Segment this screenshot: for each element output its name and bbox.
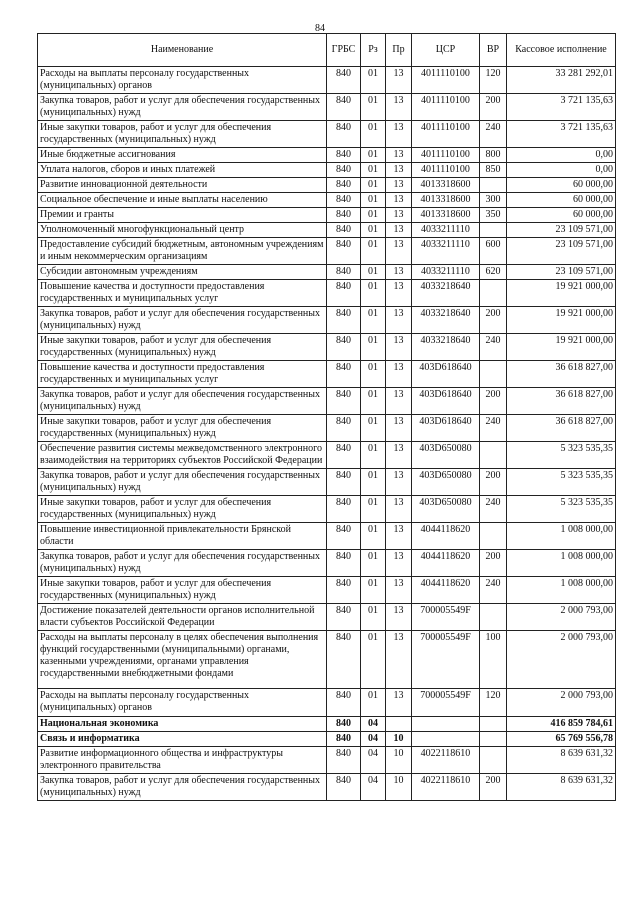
row-name: Расходы на выплаты персоналу государственных (муниципальных) органов [38,67,327,94]
header-rz: Рз [361,34,386,67]
row-pr: 13 [386,163,412,178]
row-vr [480,442,507,469]
row-vr: 600 [480,238,507,265]
row-grbs: 840 [327,121,361,148]
row-rz: 04 [361,717,386,732]
row-amount: 416 859 784,61 [507,717,616,732]
row-vr: 240 [480,415,507,442]
row-vr: 200 [480,469,507,496]
table-row [38,747,616,774]
row-rz: 01 [361,148,386,163]
row-rz: 01 [361,604,386,631]
row-vr: 200 [480,774,507,801]
table-row [38,442,616,469]
row-vr [480,178,507,193]
row-pr: 10 [386,747,412,774]
row-pr: 13 [386,631,412,689]
row-csr: 4033211110 [412,238,480,265]
row-amount: 23 109 571,00 [507,265,616,280]
table-row [38,415,616,442]
row-csr: 4011110100 [412,163,480,178]
row-rz: 01 [361,193,386,208]
row-rz: 01 [361,94,386,121]
row-csr: 4033218640 [412,280,480,307]
row-vr: 300 [480,193,507,208]
row-rz: 01 [361,121,386,148]
row-rz: 04 [361,732,386,747]
row-name: Повышение качества и доступности предоставления государственных и муниципальных услуг [38,361,327,388]
table-row [38,223,616,238]
row-grbs: 840 [327,178,361,193]
row-grbs: 840 [327,577,361,604]
row-amount: 36 618 827,00 [507,361,616,388]
row-name: Иные закупки товаров, работ и услуг для обеспечения государственных (муниципальных) нужд [38,121,327,148]
row-grbs: 840 [327,550,361,577]
row-vr: 120 [480,67,507,94]
row-amount: 5 323 535,35 [507,469,616,496]
row-amount: 23 109 571,00 [507,238,616,265]
row-rz: 01 [361,550,386,577]
table-row [38,604,616,631]
row-rz: 01 [361,307,386,334]
row-name: Субсидии автономным учреждениям [38,265,327,280]
row-csr: 4033218640 [412,334,480,361]
row-rz: 01 [361,469,386,496]
row-csr: 4011110100 [412,94,480,121]
header-name: Наименование [38,34,327,67]
row-vr [480,717,507,732]
row-amount: 1 008 000,00 [507,550,616,577]
row-name: Иные бюджетные ассигнования [38,148,327,163]
row-grbs: 840 [327,469,361,496]
row-rz: 01 [361,361,386,388]
row-name: Развитие информационного общества и инфраструктуры электронного правительства [38,747,327,774]
row-rz: 01 [361,388,386,415]
row-name: Закупка товаров, работ и услуг для обеспечения государственных (муниципальных) нужд [38,469,327,496]
row-grbs: 840 [327,193,361,208]
row-amount: 1 008 000,00 [507,523,616,550]
row-vr: 200 [480,307,507,334]
row-name: Расходы на выплаты персоналу в целях обеспечения выполнения функций государственными (муниципальными) органами, казенными учреждениями, органами управления государственными внебюджетными фондами [38,631,327,689]
row-amount: 60 000,00 [507,193,616,208]
row-vr [480,280,507,307]
table-header-row [38,34,616,67]
row-amount: 65 769 556,78 [507,732,616,747]
table-row [38,67,616,94]
row-amount: 3 721 135,63 [507,94,616,121]
row-name: Национальная экономика [38,717,327,732]
row-rz: 01 [361,280,386,307]
row-vr [480,732,507,747]
row-name: Обеспечение развития системы межведомственного электронного взаимодействия на территориях субъектов Российской Федерации [38,442,327,469]
row-amount: 8 639 631,32 [507,774,616,801]
row-name: Иные закупки товаров, работ и услуг для обеспечения государственных (муниципальных) нужд [38,415,327,442]
row-pr: 13 [386,223,412,238]
row-amount: 0,00 [507,148,616,163]
row-amount: 36 618 827,00 [507,388,616,415]
table-row [38,631,616,689]
row-pr: 13 [386,238,412,265]
row-amount: 60 000,00 [507,208,616,223]
row-vr: 100 [480,631,507,689]
row-csr: 4022118610 [412,747,480,774]
row-amount: 23 109 571,00 [507,223,616,238]
row-rz: 01 [361,577,386,604]
row-grbs: 840 [327,148,361,163]
row-amount: 36 618 827,00 [507,415,616,442]
row-csr: 4033211110 [412,223,480,238]
table-row [38,178,616,193]
row-rz: 01 [361,523,386,550]
row-vr [480,604,507,631]
row-vr: 200 [480,388,507,415]
row-grbs: 840 [327,689,361,717]
row-csr: 700005549F [412,631,480,689]
row-csr: 4011110100 [412,67,480,94]
row-amount: 8 639 631,32 [507,747,616,774]
row-csr: 4013318600 [412,178,480,193]
row-rz: 01 [361,631,386,689]
row-pr: 13 [386,496,412,523]
row-rz: 04 [361,774,386,801]
table-row [38,523,616,550]
table-row [38,361,616,388]
row-rz: 01 [361,442,386,469]
table-row [38,208,616,223]
row-grbs: 840 [327,717,361,732]
row-csr: 403D650080 [412,469,480,496]
row-amount: 19 921 000,00 [507,307,616,334]
row-pr: 13 [386,121,412,148]
row-pr: 10 [386,732,412,747]
table-row [38,193,616,208]
row-vr: 200 [480,550,507,577]
table-row [38,732,616,747]
row-grbs: 840 [327,732,361,747]
table-row [38,550,616,577]
row-rz: 01 [361,496,386,523]
row-pr: 13 [386,178,412,193]
row-rz: 01 [361,689,386,717]
row-pr: 13 [386,148,412,163]
row-amount: 1 008 000,00 [507,577,616,604]
row-csr: 4022118610 [412,774,480,801]
table-row [38,577,616,604]
row-amount: 2 000 793,00 [507,631,616,689]
row-grbs: 840 [327,496,361,523]
row-amount: 2 000 793,00 [507,604,616,631]
row-grbs: 840 [327,523,361,550]
row-name: Уполномоченный многофункциональный центр [38,223,327,238]
row-csr: 700005549F [412,604,480,631]
row-vr [480,523,507,550]
row-csr: 4033218640 [412,307,480,334]
row-grbs: 840 [327,238,361,265]
row-name: Предоставление субсидий бюджетным, автономным учреждениям и иным некоммерческим организациям [38,238,327,265]
row-rz: 01 [361,67,386,94]
row-vr: 850 [480,163,507,178]
row-rz: 01 [361,223,386,238]
row-pr: 13 [386,442,412,469]
header-pr: Пр [386,34,412,67]
row-rz: 04 [361,747,386,774]
row-pr: 13 [386,689,412,717]
row-pr: 13 [386,388,412,415]
row-csr: 4013318600 [412,193,480,208]
table-row [38,774,616,801]
row-name: Закупка товаров, работ и услуг для обеспечения государственных (муниципальных) нужд [38,388,327,415]
row-csr: 403D650080 [412,442,480,469]
row-rz: 01 [361,178,386,193]
row-name: Закупка товаров, работ и услуг для обеспечения государственных (муниципальных) нужд [38,550,327,577]
table-row [38,496,616,523]
row-pr: 13 [386,94,412,121]
budget-execution-table [37,33,616,801]
row-pr: 13 [386,604,412,631]
row-pr: 13 [386,265,412,280]
row-csr: 403D618640 [412,415,480,442]
row-name: Закупка товаров, работ и услуг для обеспечения государственных (муниципальных) нужд [38,94,327,121]
row-vr: 800 [480,148,507,163]
row-grbs: 840 [327,774,361,801]
row-grbs: 840 [327,361,361,388]
row-pr: 13 [386,193,412,208]
table-row [38,689,616,717]
row-grbs: 840 [327,208,361,223]
row-grbs: 840 [327,415,361,442]
row-amount: 19 921 000,00 [507,334,616,361]
table-row [38,148,616,163]
row-pr: 10 [386,774,412,801]
row-amount: 33 281 292,01 [507,67,616,94]
row-pr: 13 [386,307,412,334]
row-vr: 240 [480,121,507,148]
table-row [38,307,616,334]
row-grbs: 840 [327,631,361,689]
row-vr [480,747,507,774]
row-vr: 200 [480,94,507,121]
row-grbs: 840 [327,94,361,121]
row-pr: 13 [386,577,412,604]
row-grbs: 840 [327,604,361,631]
table-row [38,334,616,361]
row-name: Повышение качества и доступности предоставления государственных и муниципальных услуг [38,280,327,307]
row-name: Расходы на выплаты персоналу государственных (муниципальных) органов [38,689,327,717]
header-grbs: ГРБС [327,34,361,67]
row-grbs: 840 [327,388,361,415]
row-rz: 01 [361,334,386,361]
row-name: Уплата налогов, сборов и иных платежей [38,163,327,178]
row-name: Иные закупки товаров, работ и услуг для обеспечения государственных (муниципальных) нужд [38,577,327,604]
row-vr: 240 [480,496,507,523]
row-csr: 4044118620 [412,523,480,550]
row-pr: 13 [386,550,412,577]
row-amount: 3 721 135,63 [507,121,616,148]
row-pr: 13 [386,67,412,94]
row-vr: 620 [480,265,507,280]
row-csr: 403D618640 [412,361,480,388]
row-csr: 403D650080 [412,496,480,523]
row-name: Иные закупки товаров, работ и услуг для обеспечения государственных (муниципальных) нужд [38,496,327,523]
row-name: Иные закупки товаров, работ и услуг для обеспечения государственных (муниципальных) нужд [38,334,327,361]
row-rz: 01 [361,415,386,442]
table-row [38,94,616,121]
row-name: Закупка товаров, работ и услуг для обеспечения государственных (муниципальных) нужд [38,774,327,801]
row-vr: 120 [480,689,507,717]
row-csr: 4011110100 [412,148,480,163]
table-row [38,280,616,307]
row-amount: 2 000 793,00 [507,689,616,717]
row-csr: 4011110100 [412,121,480,148]
row-pr: 13 [386,208,412,223]
row-name: Социальное обеспечение и иные выплаты населению [38,193,327,208]
row-csr: 403D618640 [412,388,480,415]
row-name: Достижение показателей деятельности органов исполнительной власти субъектов Российской Федерации [38,604,327,631]
row-grbs: 840 [327,163,361,178]
row-csr: 4044118620 [412,577,480,604]
row-name: Повышение инвестиционной привлекательности Брянской области [38,523,327,550]
table-row [38,163,616,178]
row-vr: 350 [480,208,507,223]
row-amount: 5 323 535,35 [507,442,616,469]
row-grbs: 840 [327,442,361,469]
row-vr [480,361,507,388]
row-name: Развитие инновационной деятельности [38,178,327,193]
table-row [38,121,616,148]
row-csr: 700005549F [412,689,480,717]
row-grbs: 840 [327,307,361,334]
row-csr: 4044118620 [412,550,480,577]
row-grbs: 840 [327,280,361,307]
row-csr: 4033211110 [412,265,480,280]
row-amount: 19 921 000,00 [507,280,616,307]
page-number: 84 [315,23,325,34]
table-row [38,717,616,732]
row-vr [480,223,507,238]
header-vr: ВР [480,34,507,67]
row-pr: 13 [386,334,412,361]
row-csr [412,732,480,747]
row-name: Закупка товаров, работ и услуг для обеспечения государственных (муниципальных) нужд [38,307,327,334]
row-name: Связь и информатика [38,732,327,747]
row-pr: 13 [386,361,412,388]
row-rz: 01 [361,208,386,223]
table-row [38,469,616,496]
row-rz: 01 [361,238,386,265]
row-csr [412,717,480,732]
row-rz: 01 [361,163,386,178]
row-pr: 13 [386,469,412,496]
header-csr: ЦСР [412,34,480,67]
row-grbs: 840 [327,747,361,774]
row-amount: 60 000,00 [507,178,616,193]
header-amount: Кассовое исполнение [507,34,616,67]
row-grbs: 840 [327,223,361,238]
row-pr: 13 [386,280,412,307]
row-pr: 13 [386,523,412,550]
row-grbs: 840 [327,334,361,361]
row-pr [386,717,412,732]
row-name: Премии и гранты [38,208,327,223]
row-amount: 5 323 535,35 [507,496,616,523]
table-row [38,238,616,265]
table-row [38,265,616,280]
row-csr: 4013318600 [412,208,480,223]
row-rz: 01 [361,265,386,280]
row-vr: 240 [480,334,507,361]
table-row [38,388,616,415]
row-grbs: 840 [327,67,361,94]
row-amount: 0,00 [507,163,616,178]
row-grbs: 840 [327,265,361,280]
row-pr: 13 [386,415,412,442]
row-vr: 240 [480,577,507,604]
